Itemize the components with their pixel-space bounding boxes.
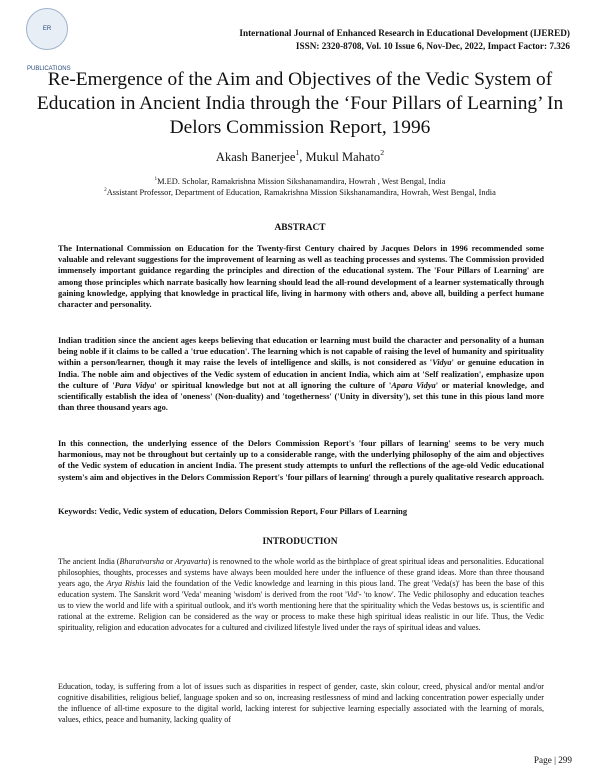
author-2-sup: 2 (380, 148, 385, 158)
authors (30, 150, 570, 165)
introduction-paragraph-1: The ancient India (Bharatvarsha or Aryavarta) is renowned to the whole world as the birthplace of great spiritual ideas and personalities. Educational philosophies, thoughts, processes and systems have always been moulded here under the influence of these grand ideas. More than three thousand years ago, the Arya Rishis laid the foundation of the Vedic knowledge and learning in this pious land. The great 'Veda(s)' has been the base of this education system. The Sanskrit word 'Veda' meaning 'wisdom' is derived from the root 'Vid'- 'to know'. The Vedic philosophy and education teaches us to view the world and life with a spiritual outlook, and it's worth mentioning here that the spirituality which the Vedas bestows us, is scientific and rational at the extreme. Religion can be considered as the way or process to make these high spiritual ideas realistic in our life. Thus, the Vedic spirituality, religion and education advocates for a cultured and civilized lifestyle lived under the rays of spiritual ideas and values. (58, 557, 545, 632)
author-1-sup: 1 (295, 148, 300, 158)
affiliation-2-sup: 2 (104, 186, 107, 193)
journal-header (110, 27, 570, 52)
introduction-heading: INTRODUCTION (262, 537, 338, 547)
author-separator: , (299, 150, 306, 164)
affiliation-2-text: Assistant Professor, Department of Education, Ramakrishna Mission Sikshanamandira, Howrah, West Bengal, India (106, 188, 496, 198)
author-2: Mukul Mahato (305, 150, 381, 164)
affiliation-2 (30, 187, 570, 198)
affiliation-1-sup: 1 (154, 175, 158, 182)
abstract-paragraph-3: In this connection, the underlying essence of the Delors Commission Report's 'four pillars of learning' seems to be very much harmonious, may not be throughout but certainly up to a considerable range, with the underlying philosophy of the aim and objectives of the Vedic system of education in ancient India. The present study attempts to unfurl the reflections of the age-old Vedic educational system's aim and objectives in the Delors Commission Report's 'four pillars of learning' through a purely qualitative research approach. (58, 439, 544, 482)
paper-title: Re-Emergence of the Aim and Objectives of the Vedic System of Education in Ancient India through the ‘Four Pillars of Learning’ In Delors Commission Report, 1996 (36, 69, 564, 138)
journal-issn: ISSN: 2320-8708, Vol. 10 Issue 6, Nov-Dec, 2022, Impact Factor: 7.326 (295, 40, 570, 51)
abstract-heading: ABSTRACT (274, 223, 326, 233)
page-number: Page | 299 (533, 755, 572, 765)
abstract-paragraph-2: Indian tradition since the ancient ages keeps believing that education or learning must build the character and personality of a human being noble if it claims to be called a 'true education'. The learning which is not capable of raising the level of humanity and spirituality within a person/learner, though it may raise the levels of intelligence and skills, is not considered as 'Vidya' or genuine education in India. The noble aim and objectives of the Vedic system of education in ancient India, which aim at 'Self realization', emphasize upon the culture of 'Para Vidya' or spiritual knowledge but not at all ignoring the culture of 'Apara Vidya' or material knowledge, and scientifically establish the idea of 'oneness' (Non-duality) and 'togetherness' ('Unity in diversity'), set this tune in this pious land more than three thousand years ago. (58, 336, 545, 413)
affiliation-1 (30, 176, 570, 187)
introduction-paragraph-2: Education, today, is suffering from a lot of issues such as disparities in respect of gender, caste, skin colour, creed, physical and/or mental and/or cognitive disabilities, religious belief, language spoken and so on, increasing restlessness of mind and lacking concentration power especially under the influence of all-time exposure to the digital world, lacking interest for subjective learning especially associated with the learning of morals, values, ethics, peace and humanity, lacking quality of (58, 682, 544, 724)
abstract-paragraph-1: The International Commission on Education for the Twenty-first Century chaired by Jacques Delors in 1996 recommended some valuable and relevant suggestions for the improvement of learning as well as teaching processes and systems. The Commission provided immensely important guidance regarding the principles and direction of the educational system. The 'Four Pillars of Learning' are among those principles which narrate basically how learning should lead the all-round development of a learner systematically through gaining knowledge, applying that knowledge in practical life, living in harmony with others and, above all, building a perfect humane character and personality. (58, 244, 544, 310)
affiliation-1-text: M.ED. Scholar, Ramakrishna Mission Sikshanamandira, Howrah , West Bengal, India (157, 177, 446, 186)
author-1: Akash Banerjee (215, 150, 296, 164)
affiliations (30, 176, 570, 198)
keywords: Keywords: Vedic, Vedic system of education, Delors Commission Report, Four Pillars of Learning (58, 507, 408, 516)
publisher-logo: ER PUBLICATIONS (26, 8, 68, 50)
journal-name: International Journal of Enhanced Research in Educational Development (IJERED) (239, 28, 570, 38)
